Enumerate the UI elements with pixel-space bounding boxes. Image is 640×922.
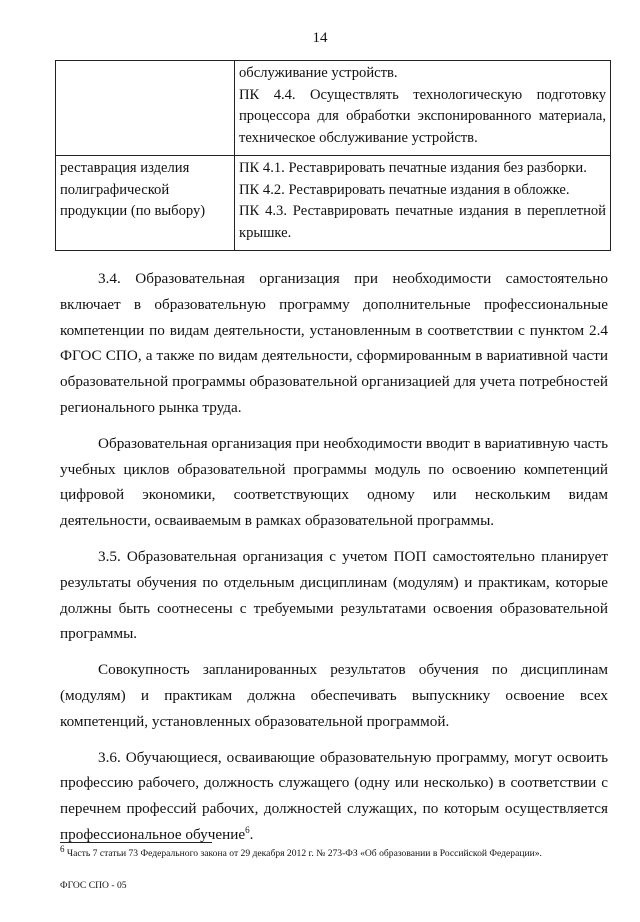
competency-line: обслуживание устройств. [239, 65, 398, 81]
paragraph-3-6-text: 3.6. Обучающиеся, осваивающие образовательную программу, могут освоить профессию рабочего, должность служащего (одну или несколько) в соответствии с перечнем профессий рабочих, должностей служащих, по которым осуществляется профессиональное обучение [60, 748, 608, 843]
paragraph-3-4: 3.4. Образовательная организация при необходимости самостоятельно включает в образовательную программу дополнительные профессиональные компетенции по видам деятельности, установленным в соответствии с пунктом 2.4 ФГОС СПО, а также по видам деятельности, сформированным в вариативной части образовательной программы образовательной организацией для учета потребностей регионального рынка труда. [60, 270, 608, 416]
paragraph-digital-economy: Образовательная организация при необходимости вводит в вариативную часть учебных циклов образовательной программы модуль по освоению компетенций цифровой экономики, соответствующих одному или нескольким видам деятельности, осваиваемым в рамках образовательной программы. [60, 434, 608, 530]
competency-line: ПК 4.1. Реставрировать печатные издания без разборки. [239, 160, 587, 176]
paragraph-3-5: 3.5. Образовательная организация с учетом ПОП самостоятельно планирует результаты обучения по отдельным дисциплинам (модулям) и практикам, которые должны быть соотнесены с требуемыми результатами освоения образовательной программы. [60, 547, 608, 643]
footnote-text: Часть 7 статьи 73 Федерального закона от 29 декабря 2012 г. № 273-ФЗ «Об образовании в Российской Федерации». [66, 848, 542, 859]
footnote [60, 843, 620, 860]
footnote-reference: 6 [245, 824, 250, 835]
footnote-divider [60, 842, 212, 843]
competency-line: ПК 4.4. Осуществлять технологическую подготовку процессора для обработки экспонированного материала, техническое обслуживание устройств. [239, 86, 606, 146]
activity-cell [56, 156, 235, 251]
competency-line: ПК 4.2. Реставрировать печатные издания в обложке. [239, 181, 570, 198]
activity-cell [56, 61, 235, 156]
activity-label: реставрация изделия полиграфической продукции (по выбору) [60, 160, 206, 219]
competency-table [55, 60, 611, 251]
competency-cell [235, 61, 611, 156]
competency-cell [235, 156, 611, 251]
footnote-marker: 6 [60, 843, 65, 854]
competency-line: ПК 4.3. Реставрировать печатные издания в переплетной крышке. [239, 203, 606, 241]
table-row [56, 156, 611, 251]
document-code: ФГОС СПО - 05 [60, 880, 127, 891]
paragraph-3-6: 3.6. Обучающиеся, осваивающие образовательную программу, могут освоить профессию рабочего, должность служащего (одну или несколько) в соответствии с перечнем профессий рабочих, должностей служащих, по которым осуществляется профессиональное обучение$^6$. [60, 748, 608, 843]
table-row [56, 61, 611, 156]
body-text [60, 266, 608, 858]
paragraph-planned-results: Совокупность запланированных результатов обучения по дисциплинам (модулям) и практикам должна обеспечивать выпускнику освоение всех компетенций, установленных образовательной программой. [60, 661, 608, 730]
page-number: 14 [312, 30, 328, 46]
